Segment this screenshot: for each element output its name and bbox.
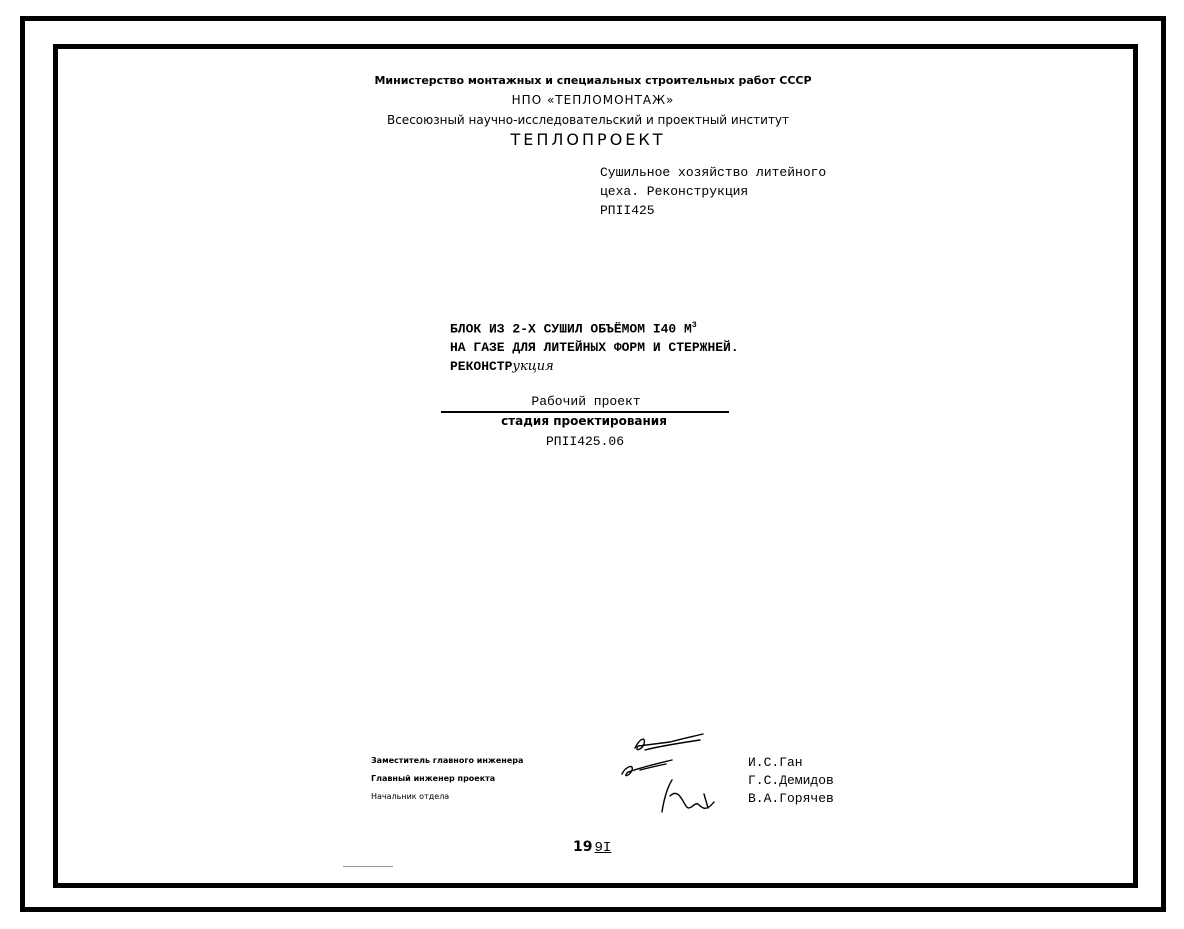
title-line-3-typed: РЕКОНСТР bbox=[450, 359, 513, 374]
year bbox=[573, 840, 611, 855]
project-line-2: цеха. Реконструкция bbox=[600, 184, 749, 199]
signature-marks bbox=[600, 728, 720, 823]
project-line-1: Сушильное хозяйство литейного bbox=[600, 165, 827, 180]
signatory-position-2: Главный инженер проекта bbox=[371, 774, 496, 783]
title-line-3 bbox=[450, 360, 554, 373]
signatory-name-3: В.А.Горячев bbox=[748, 791, 834, 806]
title-line-2: НА ГАЗЕ ДЛЯ ЛИТЕЙНЫХ ФОРМ И СТЕРЖНЕЙ. bbox=[450, 340, 739, 355]
title-line-1-text: БЛОК ИЗ 2-Х СУШИЛ ОБЪЁМОМ I40 М bbox=[450, 321, 692, 337]
scan-artifact-line bbox=[343, 866, 393, 867]
ministry-line: Министерство монтажных и специальных строительных работ СССР bbox=[374, 74, 812, 87]
stage-label: стадия проектирования bbox=[501, 414, 667, 428]
signatory-position-3: Начальник отдела bbox=[371, 792, 450, 801]
document-code: РПII425.06 bbox=[545, 434, 625, 449]
year-suffix: 9I bbox=[594, 840, 612, 856]
project-code: РПII425 bbox=[600, 203, 655, 218]
signature-2 bbox=[622, 760, 672, 776]
institute-name: ТЕПЛОПРОЕКТ bbox=[510, 130, 666, 149]
year-prefix: 19 bbox=[573, 839, 593, 855]
institute-line: Всесоюзный научно-исследовательский и проектный институт bbox=[386, 113, 790, 127]
stage-value: Рабочий проект bbox=[531, 394, 641, 409]
title-line-1 bbox=[450, 322, 697, 335]
signature-1 bbox=[635, 734, 703, 750]
npo-line: НПО «ТЕПЛОМОНТАЖ» bbox=[511, 93, 675, 107]
inner-border bbox=[53, 44, 1138, 888]
signatory-name-1: И.С.Ган bbox=[748, 755, 803, 770]
cubic-superscript: 3 bbox=[691, 321, 697, 330]
stage-divider bbox=[441, 411, 729, 413]
signatory-name-2: Г.С.Демидов bbox=[748, 773, 834, 788]
signature-3 bbox=[662, 780, 714, 812]
signatory-position-1: Заместитель главного инженера bbox=[371, 756, 524, 765]
title-line-3-handwritten: укция bbox=[512, 359, 554, 374]
